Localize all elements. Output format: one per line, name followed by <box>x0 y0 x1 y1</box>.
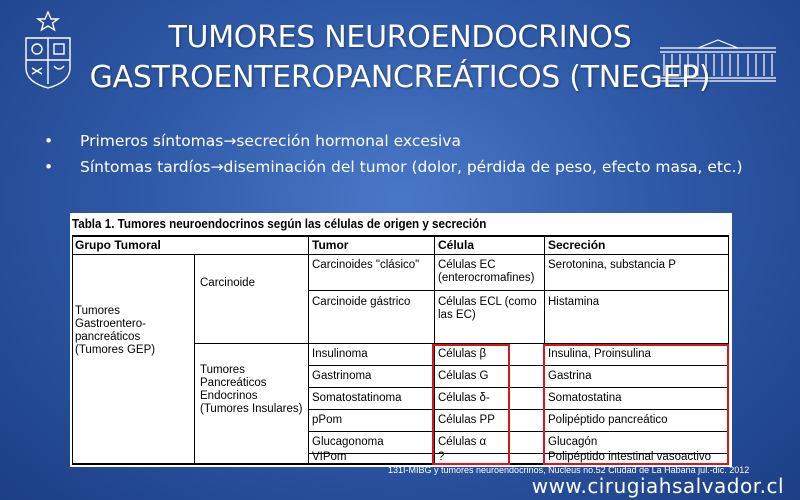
arrow-icon: → <box>223 132 237 150</box>
table-row-secretion: Gastrina <box>548 370 592 382</box>
tumor-classification-table <box>70 213 732 467</box>
bullet-item <box>44 156 764 178</box>
table-rule <box>72 235 728 237</box>
table-row-tumor: Glucagonoma <box>312 436 384 448</box>
table-row-secretion: Serotonina, substancia P <box>548 259 676 271</box>
table-row-tumor: Somatostatinoma <box>312 392 402 404</box>
table-rule <box>72 254 728 255</box>
table-rule <box>194 254 195 465</box>
table-row-tumor: pPom <box>312 414 343 426</box>
citation-text: 131I-MIBG y tumores neuroendocrinos, Nucleus no.52 Ciudad de La Habana jul.-dic. 2012 <box>388 465 750 475</box>
table-row-secretion: Somatostatina <box>548 392 622 404</box>
header-tumor: Tumor <box>312 238 349 252</box>
table-rule <box>308 290 728 291</box>
table-row-cell: Células G <box>438 370 489 382</box>
header-grupo-tumoral: Grupo Tumoral <box>75 238 161 252</box>
bullet-text: secreción hormonal excesiva <box>236 132 461 150</box>
table-row-secretion: Polipéptido pancreático <box>548 414 668 426</box>
table-row-cell: Células ECL (como las EC) <box>438 296 537 321</box>
website-url: www.cirugiahsalvador.cl <box>531 474 784 498</box>
header-celula: Célula <box>438 238 475 252</box>
bullet-text: Síntomas tardíos <box>80 158 211 176</box>
title-line-1: TUMORES NEUROENDOCRINOS <box>168 20 632 55</box>
table-row-secretion: Histamina <box>548 296 600 308</box>
arrow-icon: → <box>210 158 224 176</box>
table-row-tumor: Carcinoide gástrico <box>312 296 411 308</box>
table-row-cell: Células α <box>438 436 487 448</box>
bullet-item <box>44 130 764 152</box>
bullet-text: Primeros síntomas <box>80 132 224 150</box>
table-row-tumor: Carcinoides "clásico" <box>312 259 420 271</box>
highlight-box-cells <box>432 344 510 465</box>
slide-title <box>0 18 800 98</box>
table-rule <box>72 235 73 465</box>
table-row-tumor: Gastrinoma <box>312 370 372 382</box>
table-row-cell: Células β <box>438 348 487 360</box>
table-row-secretion: Insulina, Proinsulina <box>548 348 651 360</box>
highlight-box-secretions <box>543 344 729 465</box>
table-caption: Tabla 1. Tumores neuroendocrinos según las células de origen y secreción <box>72 217 487 231</box>
table-row-cell: ? <box>438 451 445 463</box>
table-row-tumor: Insulinoma <box>312 348 368 360</box>
subgroup-carcinoide: Carcinoide <box>200 277 255 289</box>
table-row-secretion: Glucagón <box>548 436 598 448</box>
table-row-cell: Células PP <box>438 414 495 426</box>
group-cell: Tumores Gastroentero-pancreáticos (Tumores GEP) <box>75 305 156 356</box>
title-line-2: GASTROENTEROPANCREÁTICOS (TNEGEP) <box>89 60 711 95</box>
table-row-cell: Células EC (enterocromafines) <box>438 259 535 284</box>
table-row-cell: Células δ- <box>438 392 490 404</box>
bullet-text: diseminación del tumor (dolor, pérdida de peso, efecto masa, etc.) <box>223 158 743 176</box>
header-secrecion: Secreción <box>548 238 606 252</box>
table-row-secretion: Polipéptido intestinal vasoactivo <box>548 451 712 463</box>
bullet-list <box>44 130 764 182</box>
table-rule <box>308 235 309 465</box>
table-row-tumor: VIPom <box>312 451 347 463</box>
subgroup-pancreaticos: Tumores Pancreáticos Endocrinos (Tumores Insulares) <box>200 364 303 415</box>
